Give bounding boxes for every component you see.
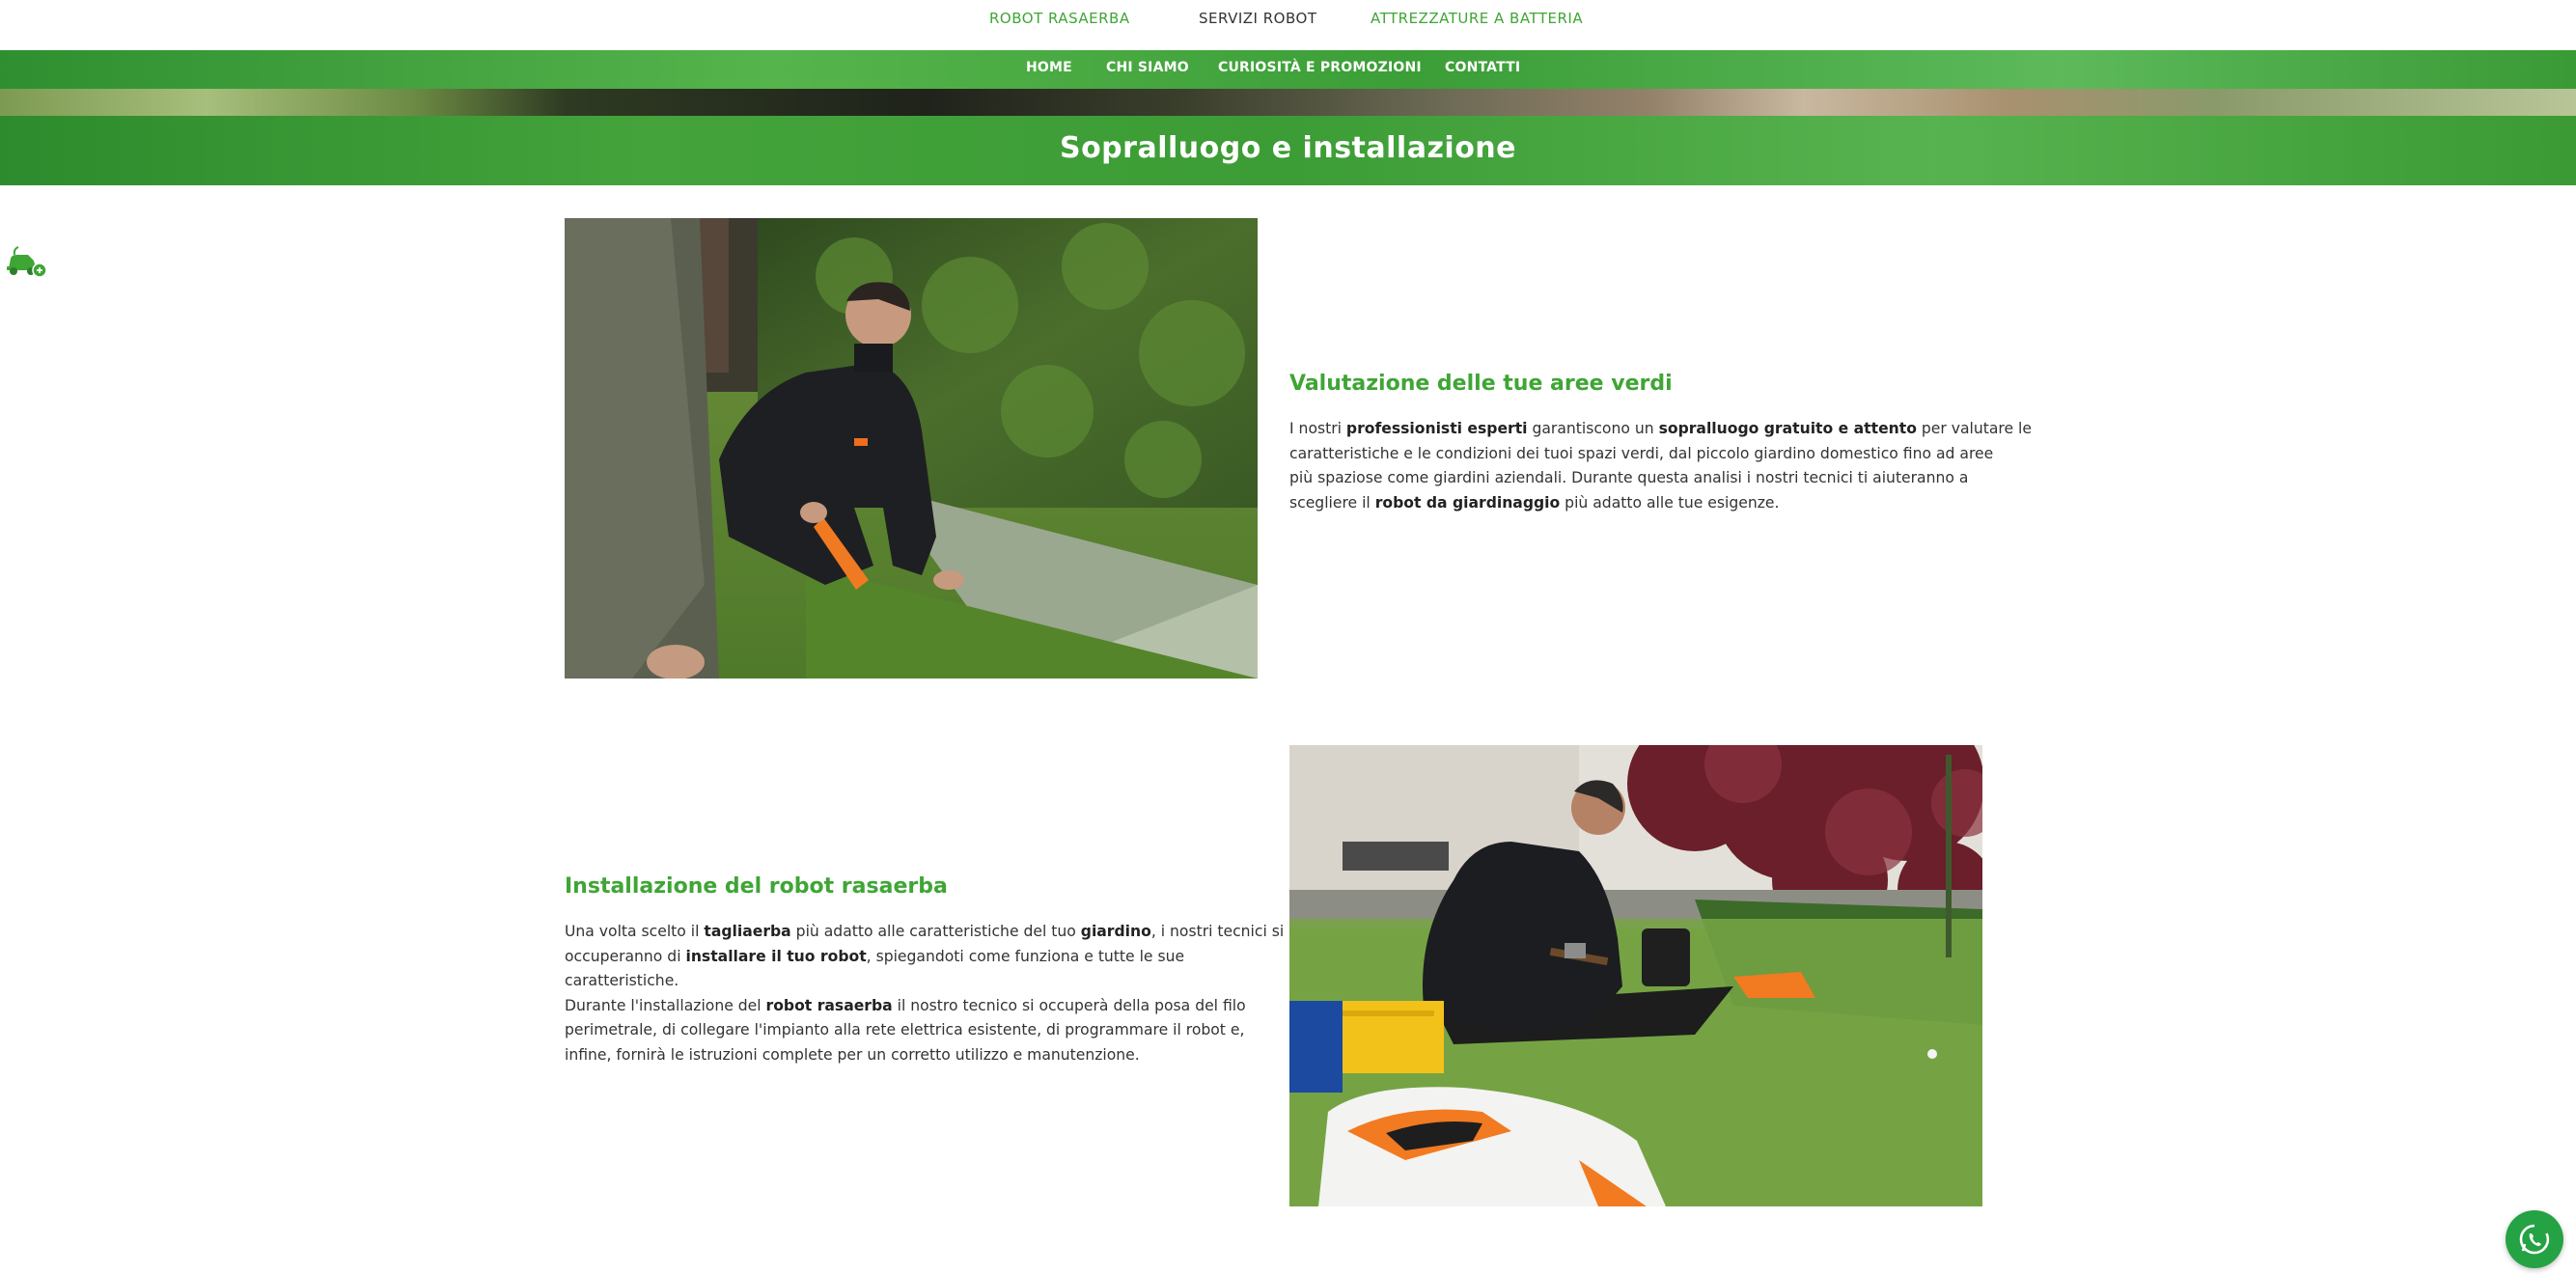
hero-image-strip xyxy=(0,89,2576,116)
section1-heading: Valutazione delle tue aree verdi xyxy=(1289,372,1673,396)
section1-line: più spaziose come giardini aziendali. Durante questa analisi i nostri tecnici ti aiuteranno a xyxy=(1289,469,1969,486)
nav-attrezzature-batteria[interactable]: ATTREZZATURE A BATTERIA xyxy=(1371,10,1584,27)
robot-mower-icon[interactable] xyxy=(5,243,47,278)
page-title-banner xyxy=(0,116,2576,185)
section1-text xyxy=(1289,417,2032,515)
section2-line: infine, fornirà le istruzioni complete per un corretto utilizzo e manutenzione. xyxy=(565,1045,1140,1064)
section1-line: caratteristiche e le condizioni dei tuoi spazi verdi, dal piccolo giardino domestico fino ad aree xyxy=(1289,444,1994,462)
top-navigation xyxy=(0,0,2576,50)
page-title: Sopralluogo e installazione xyxy=(1059,131,1517,165)
nav-contatti[interactable]: CONTATTI xyxy=(1445,60,1521,75)
main-navigation xyxy=(0,50,2576,89)
nav-curiosita-promozioni[interactable]: CURIOSITÀ E PROMOZIONI xyxy=(1218,60,1422,75)
section2-line: Durante l'installazione del robot rasaerba il nostro tecnico si occuperà della posa del filo xyxy=(565,996,1246,1014)
section2-line: perimetrale, di collegare l'impianto alla rete elettrica esistente, di programmare il robot e, xyxy=(565,1021,1245,1039)
nav-home[interactable]: HOME xyxy=(1026,60,1072,75)
whatsapp-button[interactable] xyxy=(2506,1210,2563,1268)
section2-text xyxy=(565,920,1285,1067)
section2-line: occuperanno di installare il tuo robot, spiegandoti come funziona e tutte le sue xyxy=(565,947,1185,965)
nav-robot-rasaerba[interactable]: ROBOT RASAERBA xyxy=(989,10,1130,27)
whatsapp-icon xyxy=(2517,1222,2552,1257)
technician-survey-photo xyxy=(565,218,1258,679)
nav-servizi-robot[interactable]: SERVIZI ROBOT xyxy=(1199,10,1317,27)
section2-heading: Installazione del robot rasaerba xyxy=(565,874,948,899)
section2-line: Una volta scelto il tagliaerba più adatto alle caratteristiche del tuo giardino, i nostri tecnici si xyxy=(565,923,1285,940)
section1-line: I nostri professionisti esperti garantiscono un sopralluogo gratuito e attento per valutare le xyxy=(1289,420,2032,437)
nav-chi-siamo[interactable]: CHI SIAMO xyxy=(1106,60,1189,75)
section1-line: scegliere il robot da giardinaggio più adatto alle tue esigenze. xyxy=(1289,493,1780,512)
technician-installation-photo xyxy=(1289,745,1982,1206)
section2-line: caratteristiche. xyxy=(565,972,679,989)
